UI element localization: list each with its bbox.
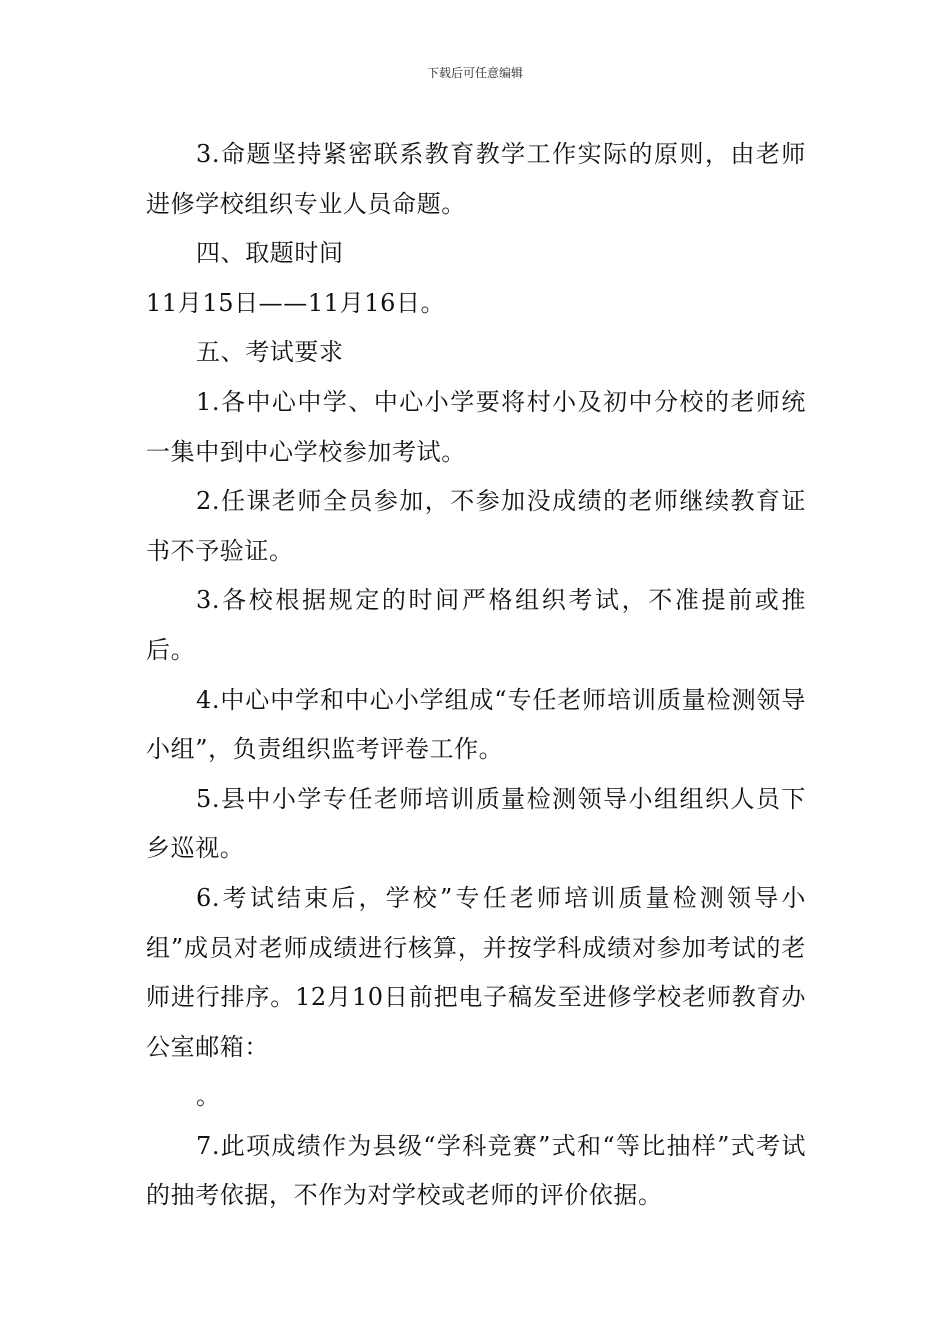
- requirement-item-5: 5.县中小学专任老师培训质量检测领导小组组织人员下乡巡视。: [146, 784, 806, 863]
- requirement-item-4: 4.中心中学和中心小学组成“专任老师培训质量检测领导小组”，负责组织监考评卷工作。: [146, 685, 806, 764]
- paragraph-item-3-proposition: 3.命题坚持紧密联系教育教学工作实际的原则，由老师进修学校组织专业人员命题。: [146, 140, 806, 218]
- page-header: 下载后可任意编辑: [426, 66, 523, 80]
- document-body: [146, 130, 806, 1221]
- email-placeholder-line: 。: [196, 1082, 221, 1111]
- requirement-item-2: 2.任课老师全员参加，不参加没成绩的老师继续教育证书不予验证。: [146, 487, 806, 565]
- requirement-item-1: 1.各中心中学、中心小学要将村小及初中分校的老师统一集中到中心学校参加考试。: [146, 387, 806, 466]
- requirement-item-7: 7.此项成绩作为县级“学科竞赛”式和“等比抽样”式考试的抽考依据，不作为对学校或老师的评价依据。: [146, 1131, 806, 1210]
- section-heading-time: 四、取题时间: [196, 239, 344, 268]
- requirement-item-6: 6.考试结束后，学校”专任老师培训质量检测领导小组”成员对老师成绩进行核算，并按学科成绩对参加考试的老师进行排序。12月10日前把电子稿发至进修学校老师教育办公室邮箱：: [146, 883, 806, 1061]
- section-heading-requirements: 五、考试要求: [196, 338, 344, 367]
- date-range: 11月15日——11月16日。: [146, 288, 446, 317]
- requirement-item-3: 3.各校根据规定的时间严格组织考试，不准提前或推后。: [146, 586, 806, 664]
